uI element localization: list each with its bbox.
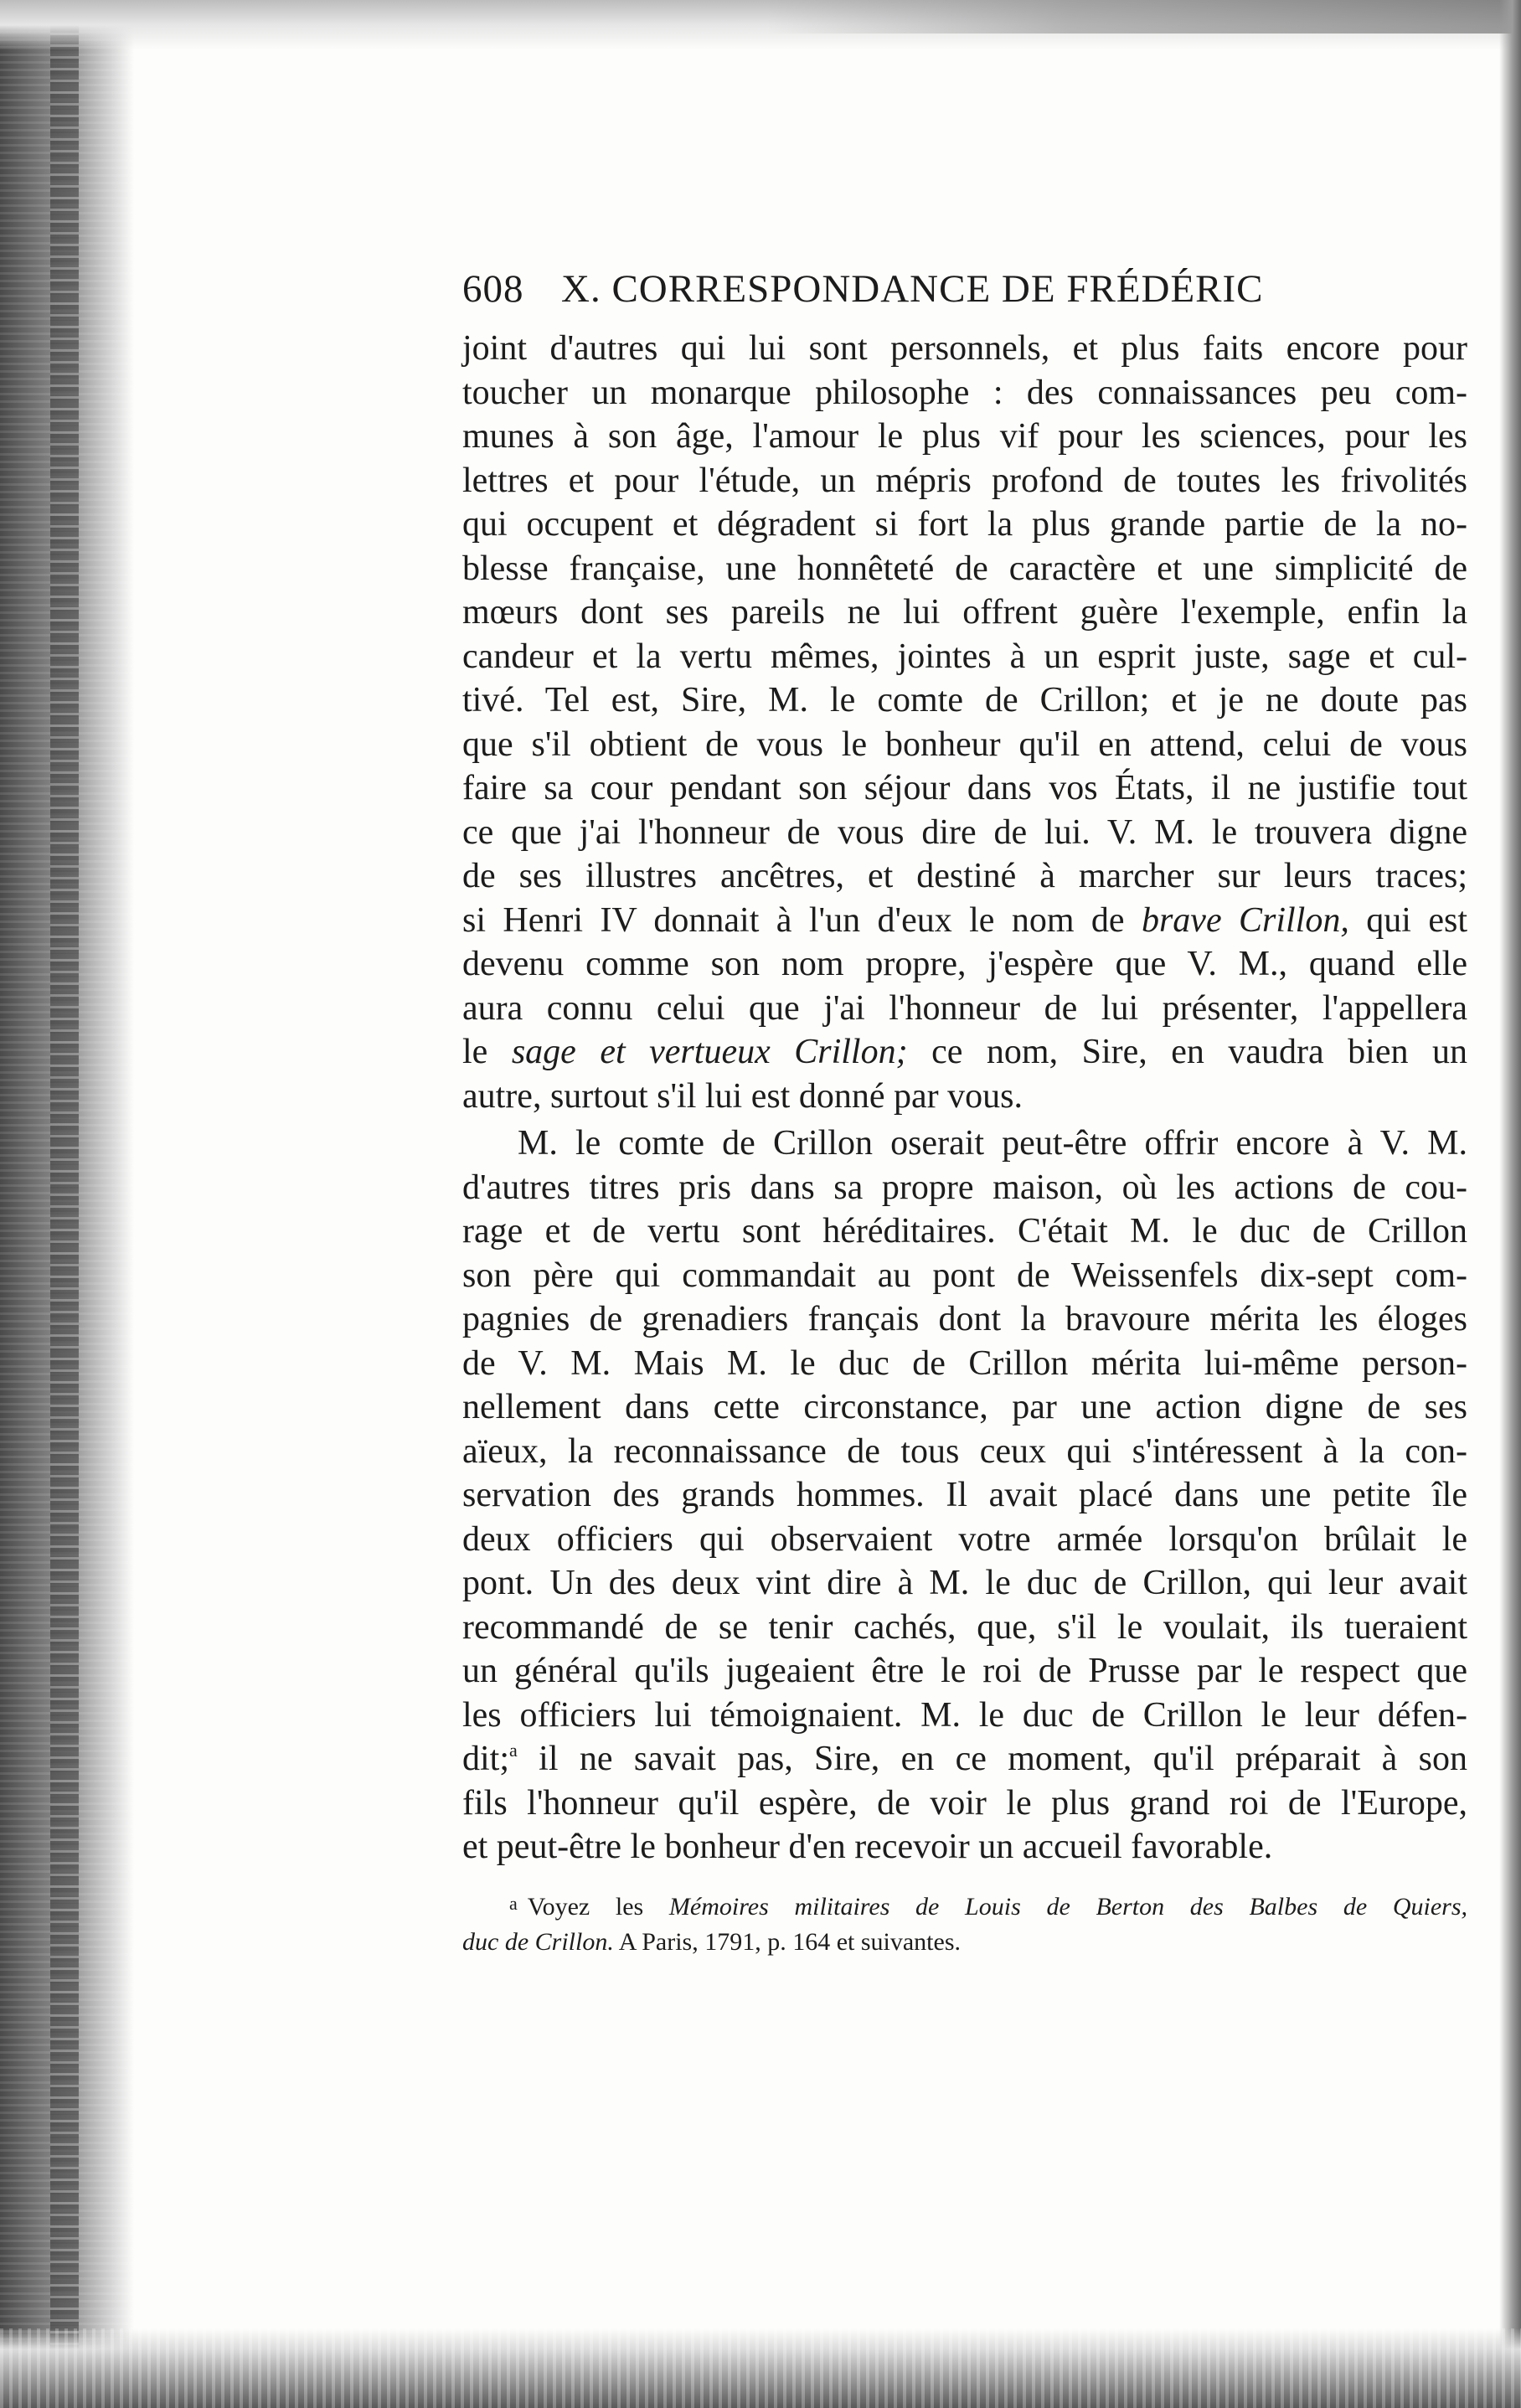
text-line: de V. M. Mais M. le duc de Crillon mérita lui-même person- [462,1343,1467,1383]
text-line: deux officiers qui observaient votre armée lorsqu'on brûlait le [462,1519,1467,1559]
footnote-reference: a [509,1740,518,1761]
scan-shadow-top-right [767,0,1521,34]
footnote-line [462,1925,1467,1960]
text-line: rage et de vertu sont héréditaires. C'était M. le duc de Crillon [462,1212,1467,1250]
text-line [462,899,1467,943]
text-segment: le [462,1033,488,1071]
italic-text: Mémoires militaires de Louis de Berton des Balbes de Quiers, [668,1892,1467,1921]
text-line: mœurs dont ses pareils ne lui offrent guère l'exemple, enfin la [462,593,1467,632]
text-line: les officiers lui témoignaient. M. le duc de Crillon le leur défen- [462,1695,1467,1735]
text-line: munes à son âge, l'amour le plus vif pour les sciences, pour les [462,417,1467,456]
text-line: blesse française, une honnêteté de caractère et une simplicité de [462,549,1467,588]
italic-text: sage et vertueux Crillon; [511,1033,908,1071]
text-line: fils l'honneur qu'il espère, de voir le plus grand roi de l'Europe, [462,1783,1467,1823]
scan-shadow-bottom [0,2328,1521,2408]
text-line: son père qui commandait au pont de Weissenfels dix-sept com- [462,1256,1467,1295]
running-title: X. CORRESPONDANCE DE FRÉDÉRIC [561,267,1264,311]
text-line: autre, surtout s'il lui est donné par vous. [462,1076,1023,1116]
text-line: lettres et pour l'étude, un mépris profond de toutes les frivolités [462,461,1467,500]
text-line: faire sa cour pendant son séjour dans vos États, il ne justifie tout [462,769,1467,807]
text-line: qui occupent et dégradent si fort la plus grande partie de la no- [462,505,1467,544]
text-line: un général qu'ils jugeaient être le roi de Prusse par le respect que [462,1652,1467,1690]
paragraph-2 [462,1121,1467,1869]
text-segment: si Henri IV donnait à l'un d'eux le nom de [462,900,1125,940]
running-head [462,266,1467,318]
book-page [462,266,1467,1960]
page-number: 608 [462,267,524,311]
scan-shadow-right [1499,0,1521,2408]
text-line: M. le comte de Crillon oserait peut-être offrir encore à V. M. [518,1124,1467,1163]
text-line: pagnies de grenadiers français dont la bravoure mérita les éloges [462,1300,1467,1338]
text-line: de ses illustres ancêtres, et destiné à marcher sur leurs traces; [462,857,1467,895]
text-line: recommandé de se tenir cachés, que, s'il le voulait, ils tueraient [462,1607,1467,1647]
text-line: et peut-être le bonheur d'en recevoir un accueil favorable. [462,1828,1273,1866]
text-line: candeur et la vertu mêmes, jointes à un esprit juste, sage et cul- [462,637,1467,676]
text-line: que s'il obtient de vous le bonheur qu'il en attend, celui de vous [462,724,1467,764]
paragraph-1 [462,327,1467,1118]
text-line [462,1737,1467,1782]
text-line: servation des grands hommes. Il avait placé dans une petite île [462,1476,1467,1514]
text-line: d'autres titres pris dans sa propre maison, où les actions de cou- [462,1168,1467,1207]
text-segment: ce nom, Sire, en vaudra bien un [931,1033,1467,1071]
text-segment: qui est [1366,900,1467,940]
footnote-mark: a [509,1892,518,1914]
footnote [462,1886,1467,1960]
text-segment: dit; [462,1740,510,1778]
text-line: tivé. Tel est, Sire, M. le comte de Crillon; et je ne doute pas [462,681,1467,719]
text-line: devenu comme son nom propre, j'espère que V. M., quand elle [462,945,1467,983]
text-segment: A Paris, 1791, p. 164 et suivantes. [618,1927,961,1956]
text-line: joint d'autres qui lui sont personnels, et plus faits encore pour [462,329,1467,368]
text-line: toucher un monarque philosophe : des connaissances peu com- [462,373,1467,412]
text-line: aura connu celui que j'ai l'honneur de lui présenter, l'appellera [462,988,1467,1028]
text-segment: il ne savait pas, Sire, en ce moment, qu'il préparait à son [539,1740,1467,1778]
text-line: nellement dans cette circonstance, par une action digne de ses [462,1388,1467,1426]
italic-text: duc de Crillon. [462,1927,614,1956]
text-line [462,1030,1467,1075]
text-segment: Voyez les [527,1892,644,1921]
text-line: aïeux, la reconnaissance de tous ceux qui s'intéressent à la con- [462,1431,1467,1471]
text-line: pont. Un des deux vint dire à M. le duc de Crillon, qui leur avait [462,1564,1467,1602]
scan-spine-texture [50,0,79,2408]
footnote-line [462,1886,1467,1925]
italic-text: brave Crillon, [1141,900,1349,940]
text-line: ce que j'ai l'honneur de vous dire de lui. V. M. le trouvera digne [462,812,1467,852]
